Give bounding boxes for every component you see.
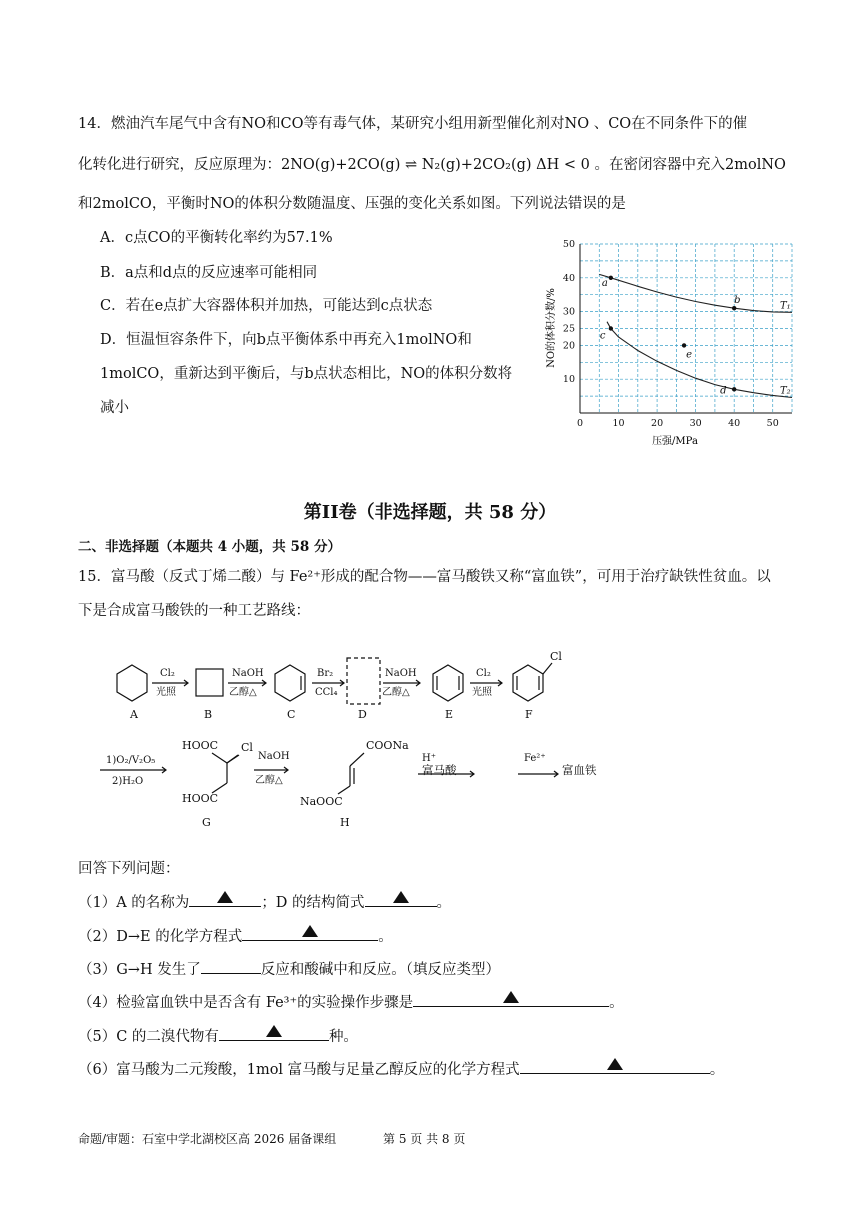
reagent-6-top: 1)O₂/V₂O₅ <box>106 755 156 766</box>
y-tick-label: 10 <box>562 374 575 386</box>
q15-sub5-part-a: （5）C 的二溴代物有 <box>78 1029 219 1045</box>
compound-a <box>117 665 147 701</box>
q14-line3: 和2molCO，平衡时NO的体积分数随温度、压强的变化关系如图。下列说法错误的是 <box>78 196 626 212</box>
point-b <box>732 306 736 310</box>
answer-blank-3[interactable] <box>201 959 261 974</box>
label-a: A <box>130 708 138 721</box>
point-label-a: a <box>601 277 608 289</box>
x-tick-label: 30 <box>689 418 702 429</box>
fumaric-acid-label: 富马酸 <box>422 763 457 777</box>
triangle-icon <box>393 891 409 903</box>
point-label-e: e <box>686 349 692 361</box>
q15-sub2 <box>78 925 393 946</box>
x-tick-label: 50 <box>766 418 779 429</box>
q15-sub1-part-c: 。 <box>436 895 452 911</box>
label-c: C <box>287 708 296 721</box>
q14-line2: 化转化进行研究，反应原理为：2NO(g)+2CO(g) ⇌ N₂(g)+2CO₂(g) ΔH < 0 。在密闭容器中充入2molNO <box>78 157 786 173</box>
q15-sub4 <box>78 991 624 1012</box>
reagent-5-bottom: 光照 <box>472 687 492 698</box>
q14-option-d-line1: D．恒温恒容条件下，向b点平衡体系中再充入1molNO和 <box>100 332 472 348</box>
label-g: G <box>202 816 211 829</box>
triangle-icon <box>503 991 519 1003</box>
q15-sub1-part-a: （1）A 的名称为 <box>78 895 190 911</box>
q14-option-d-line2: 1molCO，重新达到平衡后，与b点状态相比，NO的体积分数将 <box>100 366 513 382</box>
fe-product-label: 富血铁 <box>562 763 597 777</box>
reagent-9-top: Fe²⁺ <box>524 753 546 764</box>
point-label-d: d <box>720 385 727 397</box>
q14-line1: 14．燃油汽车尾气中含有NO和CO等有毒气体，某研究小组用新型催化剂对NO 、CO在不同条件下的催 <box>78 116 748 132</box>
q15-sub4-part-b: 。 <box>609 995 624 1011</box>
q15-sub4-part-a: （4）检验富血铁中是否含有 Fe³⁺的实验操作步骤是 <box>78 995 414 1011</box>
section2-subtitle: 二、非选择题（本题共 4 小题，共 58 分） <box>78 539 341 555</box>
q15-sub3 <box>78 958 500 979</box>
q15-sub5-part-b: 种。 <box>328 1029 358 1045</box>
x-tick-label: 40 <box>728 418 741 429</box>
label-f: F <box>525 708 533 721</box>
y-tick-label: 30 <box>562 306 575 318</box>
answer-blank-4[interactable] <box>413 992 609 1007</box>
no-fraction-chart <box>530 238 802 450</box>
triangle-icon <box>607 1058 623 1070</box>
series-label: T₂ <box>780 385 791 397</box>
q15-sub1-part-b: ；D 的结构简式 <box>261 895 365 911</box>
g-hooc-top: HOOC <box>182 739 219 752</box>
reagent-6-bottom: 2)H₂O <box>112 776 144 787</box>
reagent-2-top: NaOH <box>232 668 264 679</box>
q15-line1: 15．富马酸（反式丁烯二酸）与 Fe²⁺形成的配合物——富马酸铁又称“富血铁”，可用于治疗缺铁性贫血。以 <box>78 569 771 585</box>
reagent-8-top: H⁺ <box>422 753 436 764</box>
x-tick-label: 10 <box>612 418 625 429</box>
point-label-c: c <box>599 330 606 342</box>
q14-option-b: B．a点和d点的反应速率可能相同 <box>100 265 318 281</box>
series-line-2 <box>607 322 792 398</box>
reagent-2-bottom: 乙醇△ <box>229 687 257 698</box>
q15-sub6-part-a: （6）富马酸为二元羧酸，1mol 富马酸与足量乙醇反应的化学方程式 <box>78 1062 520 1078</box>
label-h: H <box>340 816 350 829</box>
point-label-b: b <box>734 295 741 307</box>
footer-left: 命题/审题：石室中学北湖校区高 2026 届备课组 <box>78 1132 337 1146</box>
h-coona: COONa <box>366 739 409 752</box>
q15-answer-prompt: 回答下列问题： <box>78 861 180 877</box>
label-d: D <box>358 708 367 721</box>
y-tick-label: 50 <box>562 239 575 250</box>
point-d <box>732 387 736 391</box>
reagent-1-top: Cl₂ <box>160 668 175 679</box>
reagent-7-top: NaOH <box>258 751 290 762</box>
q15-sub2-part-b: 。 <box>378 929 393 945</box>
x-tick-label: 20 <box>651 418 664 429</box>
footer-page-number: 第 5 页 共 8 页 <box>383 1132 466 1146</box>
answer-blank-6[interactable] <box>520 1059 710 1074</box>
section2-title: 第II卷（非选择题，共 58 分） <box>303 502 557 523</box>
g-hooc-bottom: HOOC <box>182 792 219 805</box>
y-tick-label: 25 <box>562 323 575 335</box>
q14-option-a: A．c点CO的平衡转化率约为57.1% <box>100 230 333 246</box>
q15-sub5 <box>78 1025 358 1046</box>
chart-xlabel: 压强/MPa <box>652 436 698 447</box>
point-a <box>609 276 613 280</box>
y-tick-label: 20 <box>562 340 575 352</box>
q15-sub3-part-b: 反应和酸碱中和反应。（填反应类型） <box>260 962 500 978</box>
reagent-4-top: NaOH <box>385 668 417 679</box>
point-e <box>682 343 686 347</box>
q15-sub6-part-b: 。 <box>709 1062 725 1078</box>
answer-blank-1a[interactable] <box>189 892 261 907</box>
h-naooc: NaOOC <box>300 795 343 808</box>
y-tick-label: 40 <box>562 272 575 284</box>
q14-option-c: C．若在e点扩大容器体积并加热，可能达到c点状态 <box>100 298 433 314</box>
q15-sub3-part-a: （3）G→H 发生了 <box>78 962 201 978</box>
triangle-icon <box>302 925 318 937</box>
q15-sub1 <box>78 891 451 912</box>
reagent-3-top: Br₂ <box>317 668 334 679</box>
reagent-4-bottom: 乙醇△ <box>382 687 410 698</box>
reagent-3-bottom: CCl₄ <box>315 687 338 698</box>
q15-line2: 下是合成富马酸铁的一种工艺路线： <box>78 603 310 619</box>
triangle-icon <box>266 1025 282 1037</box>
compound-d-placeholder <box>347 658 380 704</box>
compound-b <box>196 669 223 696</box>
reagent-5-top: Cl₂ <box>476 668 491 679</box>
reagent-1-bottom: 光照 <box>156 687 176 698</box>
answer-blank-2[interactable] <box>242 926 378 941</box>
g-chlorine: Cl <box>241 741 253 754</box>
label-b: B <box>204 708 213 721</box>
reagent-7-bottom: 乙醇△ <box>255 775 283 786</box>
q15-sub6 <box>78 1058 724 1079</box>
triangle-icon <box>217 891 233 903</box>
point-c <box>609 326 613 330</box>
f-chlorine-label: Cl <box>550 650 562 663</box>
x-tick-label: 0 <box>576 418 584 429</box>
series-label: T₁ <box>780 300 791 312</box>
q14-option-d-line3: 减小 <box>100 400 129 416</box>
label-e: E <box>445 708 454 721</box>
chart-ylabel: NO的体积分数/% <box>546 288 557 368</box>
q15-sub2-part-a: （2）D→E 的化学方程式 <box>78 929 243 945</box>
synthesis-scheme <box>100 645 720 830</box>
answer-blank-1b[interactable] <box>365 892 437 907</box>
answer-blank-5[interactable] <box>219 1026 329 1041</box>
